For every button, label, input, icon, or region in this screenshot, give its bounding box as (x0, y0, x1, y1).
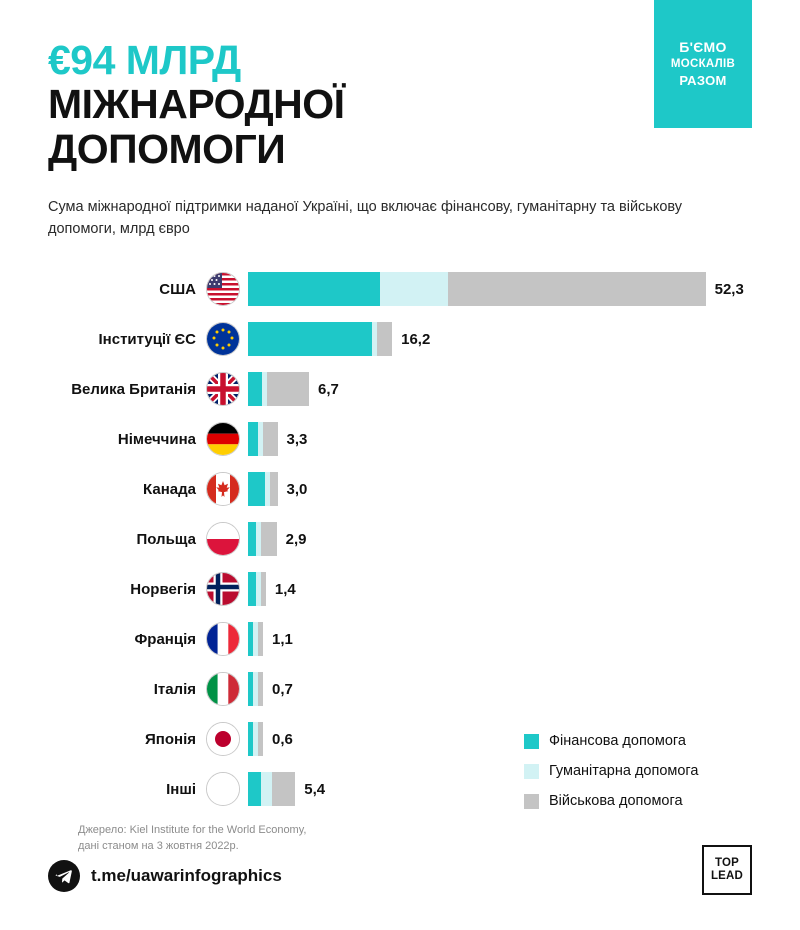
page-subtitle: Сума міжнародної підтримки наданої Україні, що включає фінансову, гуманітарну та військову допомоги, млрд євро (48, 198, 683, 237)
toplead-line1: TOP (714, 857, 740, 870)
stacked-bar (248, 522, 277, 556)
bar-segment-military (258, 622, 263, 656)
bar-value-label: 0,7 (272, 680, 293, 698)
chart-row (48, 514, 752, 564)
bar-segment-military (258, 672, 263, 706)
flag-other-icon (206, 772, 240, 806)
source-line1: Джерело: Kiel Institute for the World Economy, (78, 824, 307, 836)
flag-germany-icon (206, 422, 240, 456)
country-label: Канада (143, 480, 196, 498)
chart-row (48, 414, 752, 464)
bar-container (248, 372, 339, 406)
bar-segment-financial (248, 322, 372, 356)
country-label: США (159, 280, 196, 298)
chart-legend (524, 726, 698, 816)
bar-segment-financial (248, 372, 262, 406)
legend-swatch (524, 764, 539, 779)
bar-segment-financial (248, 422, 258, 456)
bar-value-label: 1,4 (274, 580, 296, 598)
bar-segment-military (258, 722, 263, 756)
country-label: Інші (166, 780, 196, 798)
legend-item (524, 756, 698, 786)
bar-segment-financial (248, 472, 265, 506)
stacked-bar (248, 572, 266, 606)
flag-eu-icon (206, 322, 240, 356)
chart-row (48, 564, 752, 614)
chart-row (48, 314, 752, 364)
toplead-logo (702, 845, 752, 895)
telegram-link[interactable] (48, 860, 282, 892)
legend-item (524, 726, 698, 756)
toplead-line2: LEAD (710, 870, 744, 882)
legend-swatch (524, 734, 539, 749)
bar-container (248, 672, 293, 706)
bar-value-label: 3,3 (286, 430, 308, 448)
flag-uk-icon (206, 372, 240, 406)
stacked-bar (248, 272, 706, 306)
bar-container (248, 622, 293, 656)
country-label: Польща (136, 530, 196, 548)
page-title-line2: МІЖНАРОДНОЇ (48, 81, 345, 128)
bar-container (248, 572, 296, 606)
country-label: Японія (145, 730, 196, 748)
stacked-bar (248, 322, 392, 356)
slogan-line1: Б'ЄМО (679, 38, 727, 55)
bar-value-label: 2,9 (285, 530, 307, 548)
bar-container (248, 772, 325, 806)
bar-segment-military (272, 772, 296, 806)
flag-usa-icon (206, 272, 240, 306)
legend-item (524, 786, 698, 816)
slogan-line3: РАЗОМ (679, 73, 727, 89)
slogan-badge (654, 0, 752, 128)
country-label: Велика Британія (71, 380, 196, 398)
chart-row (48, 614, 752, 664)
bar-container (248, 522, 306, 556)
flag-italy-icon (206, 672, 240, 706)
bar-segment-financial (248, 572, 256, 606)
flag-canada-icon (206, 472, 240, 506)
source-line2: дані станом на 3 жовтня 2022р. (78, 839, 239, 852)
page-title-line1: €94 МЛРД (48, 37, 241, 83)
legend-label: Гуманітарна допомога (549, 763, 699, 779)
chart-row (48, 664, 752, 714)
bar-container (248, 322, 430, 356)
bar-value-label: 1,1 (272, 630, 293, 648)
stacked-bar (248, 772, 295, 806)
flag-poland-icon (206, 522, 240, 556)
country-label: Інституції ЄС (98, 330, 196, 348)
bar-value-label: 0,6 (272, 730, 293, 748)
source-note (78, 823, 306, 855)
bar-value-label: 52,3 (714, 280, 744, 298)
header (0, 0, 800, 171)
flag-france-icon (206, 622, 240, 656)
stacked-bar (248, 672, 263, 706)
stacked-bar (248, 622, 263, 656)
country-label: Італія (153, 680, 196, 698)
legend-label: Фінансова допомога (549, 733, 686, 749)
legend-label: Військова допомога (549, 793, 683, 809)
flag-norway-icon (206, 572, 240, 606)
bar-container (248, 272, 744, 306)
bar-value-label: 3,0 (286, 480, 308, 498)
stacked-bar (248, 422, 278, 456)
country-label: Франція (134, 630, 196, 648)
slogan-line2: МОСКАЛІВ (670, 57, 736, 70)
telegram-handle: t.me/uawarinfographics (91, 866, 282, 885)
chart-row (48, 264, 752, 314)
page-title-line3: ДОПОМОГИ (48, 125, 286, 172)
bar-segment-humanitarian (261, 772, 272, 806)
country-label: Норвегія (130, 580, 196, 598)
bar-value-label: 6,7 (318, 380, 339, 398)
bar-segment-military (267, 372, 309, 406)
stacked-bar (248, 472, 278, 506)
bar-segment-military (270, 472, 278, 506)
flag-japan-icon (206, 722, 240, 756)
bar-segment-military (377, 322, 392, 356)
bar-segment-financial (248, 772, 261, 806)
bar-value-label: 5,4 (304, 780, 326, 798)
legend-swatch (524, 794, 539, 809)
bar-container (248, 472, 307, 506)
country-label: Німеччина (117, 430, 196, 448)
bar-segment-humanitarian (380, 272, 447, 306)
telegram-icon (48, 860, 80, 892)
chart-row (48, 364, 752, 414)
bar-value-label: 16,2 (401, 330, 431, 348)
bar-segment-military (261, 572, 266, 606)
bar-segment-military (261, 522, 277, 556)
bar-segment-financial (248, 272, 380, 306)
bar-container (248, 422, 307, 456)
bar-container (248, 722, 293, 756)
stacked-bar (248, 722, 263, 756)
bar-segment-military (263, 422, 278, 456)
chart-row (48, 464, 752, 514)
bar-segment-military (448, 272, 706, 306)
stacked-bar (248, 372, 309, 406)
bar-segment-financial (248, 522, 256, 556)
